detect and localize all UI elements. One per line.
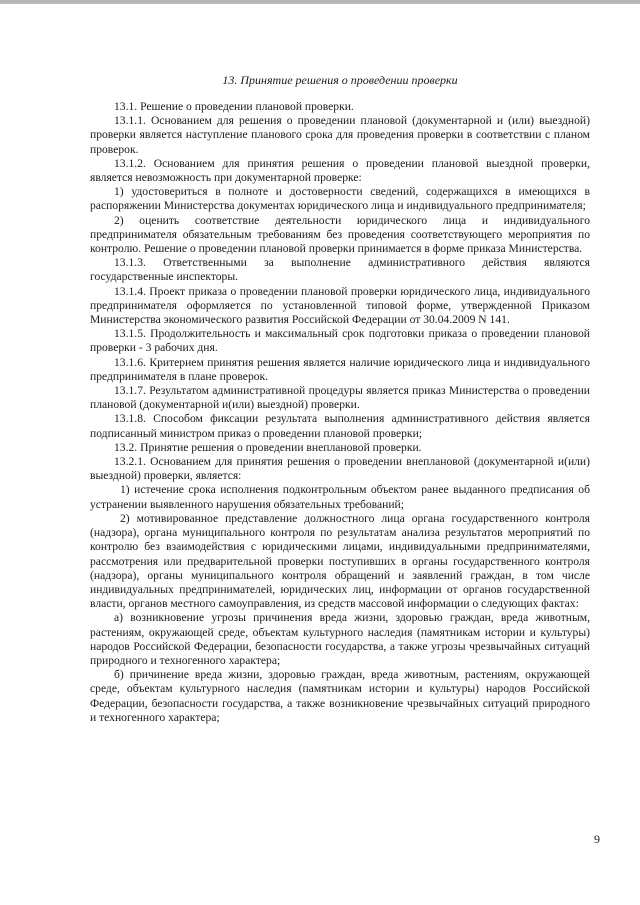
- paragraph-13-1-4: 13.1.4. Проект приказа о проведении плановой проверки юридического лица, индивидуального предпринимателя оформляется по установленной типовой форме, утвержденной Приказом Министерства экономического развития Российской Федерации от 30.04.2009 N 141.: [90, 284, 590, 327]
- paragraph-13-1-3: 13.1.3. Ответственными за выполнение административного действия являются государственные инспекторы.: [90, 256, 590, 284]
- list-item-1b: 1) истечение срока исполнения подконтрольным объектом ранее выданного предписания об устранении выявленного нарушения обязательных требований;: [90, 483, 590, 511]
- paragraph-13-2: 13.2. Принятие решения о проведении внеплановой проверки.: [114, 440, 422, 454]
- paragraph-13-1-7: 13.1.7. Результатом административной процедуры является приказ Министерства о проведении плановой (документарной и(или) выездной) проверки.: [90, 384, 590, 412]
- list-item-a: а) возникновение угрозы причинения вреда жизни, здоровью граждан, вреда животным, растениям, окружающей среде, объектам культурного наследия (памятникам истории и культуры) народов Российской Федерации, безопасности государства, а также угрозы чрезвычайных ситуаций природного и техногенного характера;: [90, 611, 590, 667]
- list-item-2b: 2) мотивированное представление должностного лица органа государственного контроля (надзора), органа муниципального контроля по результатам анализа результатов мероприятий по контролю без взаимодействия с юридическими лицами, индивидуальными предпринимателями, рассмотрения или предварительной проверки поступивших в органы государственного контроля (надзора), органы муниципального контроля обращений и заявлений граждан, в том числе индивидуальных предпринимателей, юридических лиц, информации от органов государственной власти, органов местного самоуправления, из средств массовой информации о следующих фактах:: [90, 511, 590, 611]
- page-number: 9: [594, 832, 600, 846]
- paragraph-13-1-5: 13.1.5. Продолжительность и максимальный срок подготовки приказа о проведении плановой проверки - 3 рабочих дня.: [90, 327, 590, 355]
- list-item-b: б) причинение вреда жизни, здоровью граждан, вреда животным, растениям, окружающей среде, объектам культурного наследия (памятникам истории и культуры) народов Российской Федерации, безопасности государства, а также возникновение чрезвычайных ситуаций природного и техногенного характера;: [90, 668, 590, 724]
- paragraph-13-1-6: 13.1.6. Критерием принятия решения является наличие юридического лица и индивидуального предпринимателя в плане проверок.: [90, 355, 590, 383]
- list-item-1: 1) удостовериться в полноте и достоверности сведений, содержащихся в имеющихся в распоряжении Министерства документах юридического лица и индивидуального предпринимателя;: [90, 185, 590, 213]
- section-heading: 13. Принятие решения о проведении проверки: [222, 73, 458, 87]
- paragraph-13-1-1: 13.1.1. Основанием для решения о проведении плановой (документарной и (или) выездной) проверки является наступление планового срока для проведения проверки в соответствии с планом проверок.: [90, 114, 590, 156]
- paragraph-13-1-8: 13.1.8. Способом фиксации результата выполнения административного действия является подписанный министром приказ о проведении плановой проверки;: [90, 412, 590, 440]
- section-body: [90, 100, 590, 725]
- paragraph-13-2-1: 13.2.1. Основанием для принятия решения о проведении внеплановой (документарной и(или) выездной) проверки, является:: [90, 455, 590, 483]
- list-item-2: 2) оценить соответствие деятельности юридического лица и индивидуального предпринимателя обязательным требованиям без проведения соответствующего мероприятия по контролю. Решение о проведении плановой проверки принимается в форме приказа Министерства.: [90, 213, 590, 256]
- scan-top-edge-line: [0, 3, 640, 4]
- paragraph-13-1: 13.1. Решение о проведении плановой проверки.: [114, 100, 354, 113]
- paragraph-13-1-2: 13.1.2. Основанием для принятия решения о проведении плановой выездной проверки, является невозможность при документарной проверке:: [90, 156, 590, 185]
